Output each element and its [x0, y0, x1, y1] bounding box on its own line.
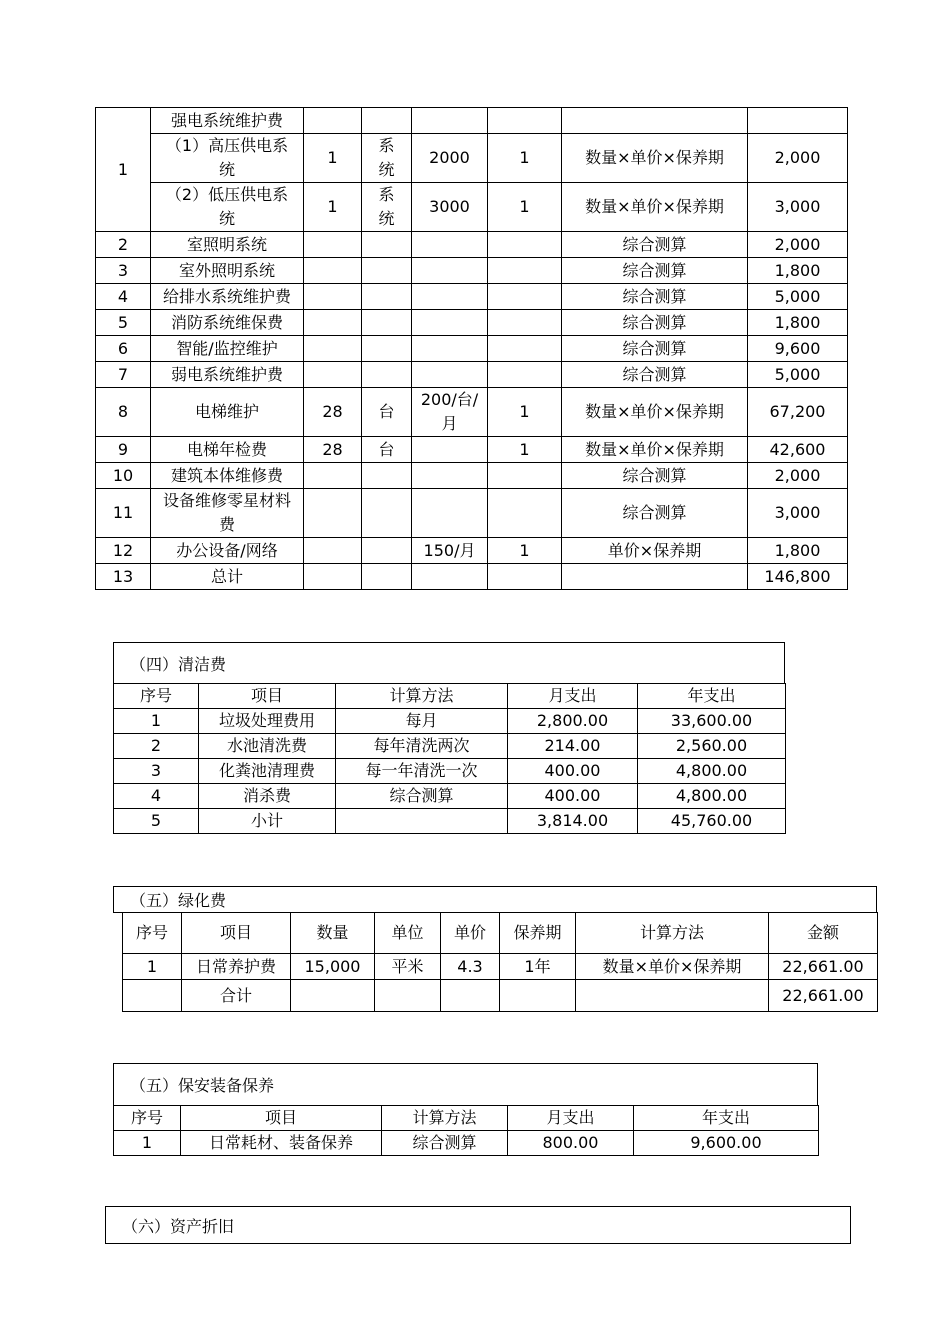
- table-row: 1 垃圾处理费用 每月 2,800.00 33,600.00: [114, 709, 786, 734]
- calc-method: 综合测算: [562, 362, 748, 388]
- table-row: [96, 362, 848, 388]
- unit-price: 200/台/月: [412, 388, 488, 437]
- depreciation-section-title: （六）资产折旧: [105, 1206, 851, 1244]
- unit-price: 3000: [412, 183, 488, 232]
- unit: 台: [362, 437, 412, 463]
- amount: 3,000: [748, 489, 848, 538]
- cleaning-cost-table: [113, 683, 786, 834]
- amount: 1,800: [748, 538, 848, 564]
- amount: 5,000: [748, 284, 848, 310]
- calc-method: 综合测算: [562, 310, 748, 336]
- unit: 系统: [362, 183, 412, 232]
- table-row: [96, 134, 848, 183]
- unit-price: 150/月: [412, 538, 488, 564]
- table-row: [96, 437, 848, 463]
- amount: 3,000: [748, 183, 848, 232]
- row-number: 7: [96, 362, 151, 388]
- table-row: [96, 388, 848, 437]
- calc-method: 综合测算: [562, 489, 748, 538]
- table-row: [96, 336, 848, 362]
- table-row: [96, 108, 848, 134]
- period: 1: [488, 134, 562, 183]
- greening-cost-table: [122, 912, 878, 1012]
- item-name: 智能/监控维护: [151, 336, 304, 362]
- calc-method: 数量×单价×保养期: [562, 134, 748, 183]
- period: 1: [488, 388, 562, 437]
- row-number: 1: [96, 108, 151, 232]
- cleaning-section-title: （四）清洁费: [113, 642, 785, 684]
- item-name: 建筑本体维修费: [151, 463, 304, 489]
- row-number: 13: [96, 564, 151, 590]
- table-row: [96, 564, 848, 590]
- security-section-title: （五）保安装备保养: [113, 1063, 818, 1106]
- row-number: 11: [96, 489, 151, 538]
- calc-method: 综合测算: [562, 284, 748, 310]
- row-number: 6: [96, 336, 151, 362]
- item-name: 消防系统维保费: [151, 310, 304, 336]
- item-name: 电梯年检费: [151, 437, 304, 463]
- table-row: [96, 463, 848, 489]
- row-number: 3: [96, 258, 151, 284]
- unit: 系统: [362, 134, 412, 183]
- table-row: 2 水池清洗费 每年清洗两次 214.00 2,560.00: [114, 734, 786, 759]
- quantity: 1: [304, 134, 362, 183]
- table-row: 3 化粪池清理费 每一年清洗一次 400.00 4,800.00: [114, 759, 786, 784]
- amount: 146,800: [748, 564, 848, 590]
- amount: 67,200: [748, 388, 848, 437]
- quantity: 28: [304, 437, 362, 463]
- item-name: （1）高压供电系统: [151, 134, 304, 183]
- amount: 2,000: [748, 232, 848, 258]
- calc-method: 综合测算: [562, 258, 748, 284]
- table-header-row: 序号 项目 计算方法 月支出 年支出: [114, 1106, 819, 1131]
- item-name: 强电系统维护费: [151, 108, 304, 134]
- row-number: 5: [96, 310, 151, 336]
- period: 1: [488, 437, 562, 463]
- unit-price: 2000: [412, 134, 488, 183]
- quantity: 1: [304, 183, 362, 232]
- greening-section-title: （五）绿化费: [113, 886, 877, 913]
- period: 1: [488, 538, 562, 564]
- calc-method: 综合测算: [562, 463, 748, 489]
- period: 1: [488, 183, 562, 232]
- amount: 1,800: [748, 258, 848, 284]
- calc-method: 综合测算: [562, 336, 748, 362]
- amount: 1,800: [748, 310, 848, 336]
- calc-method: 数量×单价×保养期: [562, 388, 748, 437]
- amount: 42,600: [748, 437, 848, 463]
- row-number: 9: [96, 437, 151, 463]
- table-row: 1 日常耗材、装备保养 综合测算 800.00 9,600.00: [114, 1131, 819, 1156]
- table-row: [96, 489, 848, 538]
- amount: 5,000: [748, 362, 848, 388]
- calc-method: 数量×单价×保养期: [562, 183, 748, 232]
- item-name: 室照明系统: [151, 232, 304, 258]
- unit: 台: [362, 388, 412, 437]
- calc-method: 数量×单价×保养期: [562, 437, 748, 463]
- table-row: 5 小计 3,814.00 45,760.00: [114, 809, 786, 834]
- item-name: 给排水系统维护费: [151, 284, 304, 310]
- table-row: [96, 284, 848, 310]
- item-name: 设备维修零星材料费: [151, 489, 304, 538]
- row-number: 10: [96, 463, 151, 489]
- row-number: 2: [96, 232, 151, 258]
- row-number: 8: [96, 388, 151, 437]
- amount: 2,000: [748, 463, 848, 489]
- row-number: 12: [96, 538, 151, 564]
- quantity: 28: [304, 388, 362, 437]
- item-name: 弱电系统维护费: [151, 362, 304, 388]
- item-name: 室外照明系统: [151, 258, 304, 284]
- table-row: 4 消杀费 综合测算 400.00 4,800.00: [114, 784, 786, 809]
- table-row: [96, 310, 848, 336]
- amount: 9,600: [748, 336, 848, 362]
- table-row: [96, 232, 848, 258]
- table-row: 合计 22,661.00: [123, 980, 878, 1012]
- table-header-row: 序号 项目 数量 单位 单价 保养期 计算方法 金额: [123, 913, 878, 954]
- item-name: 总计: [151, 564, 304, 590]
- calc-method: 单价×保养期: [562, 538, 748, 564]
- table-header-row: 序号 项目 计算方法 月支出 年支出: [114, 684, 786, 709]
- amount: 2,000: [748, 134, 848, 183]
- table-row: 1 日常养护费 15,000 平米 4.3 1年 数量×单价×保养期 22,661.00: [123, 954, 878, 980]
- maintenance-cost-table: [95, 107, 848, 590]
- calc-method: 综合测算: [562, 232, 748, 258]
- table-row: [96, 258, 848, 284]
- table-row: [96, 538, 848, 564]
- row-number: 4: [96, 284, 151, 310]
- item-name: 电梯维护: [151, 388, 304, 437]
- item-name: 办公设备/网络: [151, 538, 304, 564]
- table-row: [96, 183, 848, 232]
- item-name: （2）低压供电系统: [151, 183, 304, 232]
- security-cost-table: [113, 1105, 819, 1156]
